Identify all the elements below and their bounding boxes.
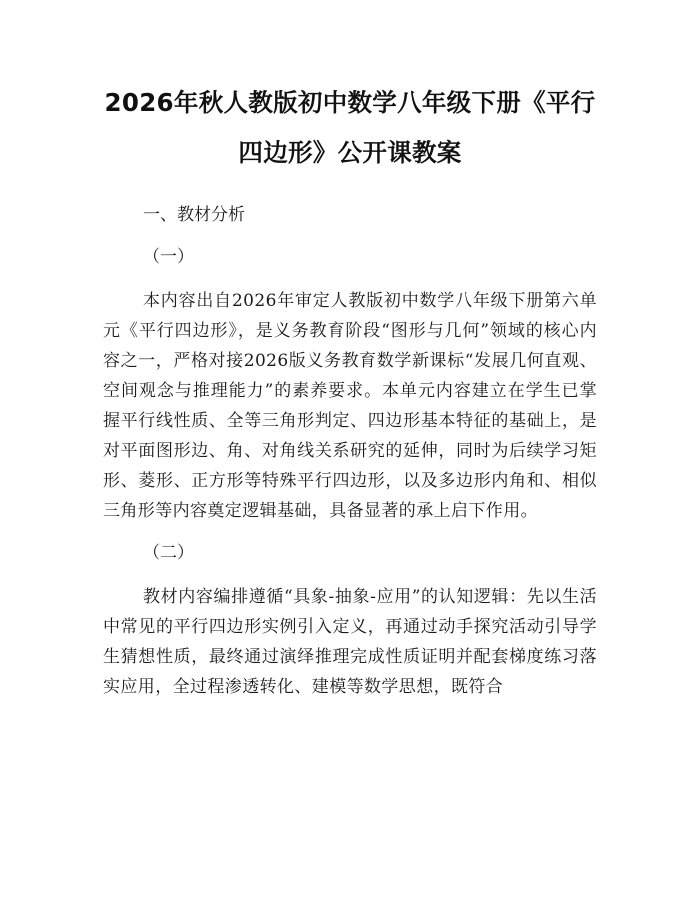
paragraph-1: 本内容出自2026年审定人教版初中数学八年级下册第六单元《平行四边形》，是义务教育阶段“图形与几何”领域的核心内容之一，严格对接2026版义务教育数学新课标“发展几何直观、空间观念与推理能力”的素养要求。本单元内容建立在学生已掌握平行线性质、全等三角形判定、四边形基本特征的基础上，是对平面图形边、角、对角线关系研究的延伸，同时为后续学习矩形、菱形、正方形等特殊平行四边形，以及多边形内角和、相似三角形等内容奠定逻辑基础，具备显著的承上启下作用。 bbox=[103, 291, 597, 521]
subsection-label-1: （一） bbox=[143, 247, 194, 267]
subsection-label-2: （二） bbox=[143, 543, 194, 563]
title-line-2: 四边形》公开课教案 bbox=[238, 138, 462, 167]
title-line-1: 2026年秋人教版初中数学八年级下册《平行 bbox=[104, 88, 596, 117]
section-heading-textbook-analysis: 一、教材分析 bbox=[143, 205, 245, 225]
paragraph-2: 教材内容编排遵循“具象-抽象-应用”的认知逻辑：先以生活中常见的平行四边形实例引入定义，再通过动手探究活动引导学生猜想性质，最终通过演绎推理完成性质证明并配套梯度练习落实应用，全过程渗透转化、建模等数学思想，既符合 bbox=[103, 587, 597, 697]
document-title bbox=[103, 78, 597, 178]
